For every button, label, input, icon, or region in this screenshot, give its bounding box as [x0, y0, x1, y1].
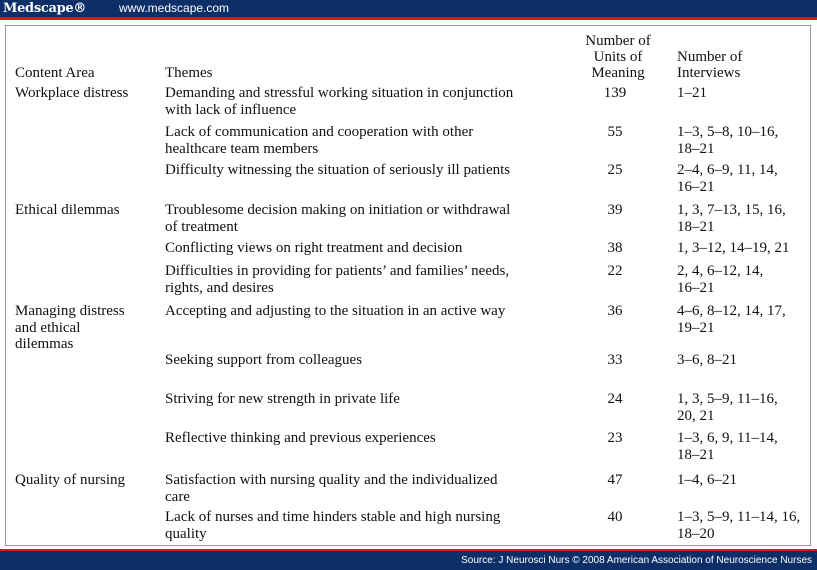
medscape-logo[interactable]: Medscape®	[3, 1, 87, 16]
header-divider	[0, 17, 817, 20]
header-units-line2: Units of	[593, 49, 643, 65]
theme-text: care	[165, 488, 190, 505]
units-count: 23	[607, 430, 623, 446]
units-count: 24	[607, 391, 623, 407]
interviews-range: 3–6, 8–21	[677, 352, 737, 368]
interviews-range: 1, 3, 5–9, 11–16,	[677, 391, 778, 407]
theme-text: Seeking support from colleagues	[165, 352, 363, 368]
units-count: 40	[607, 509, 623, 525]
units-count: 25	[607, 162, 623, 178]
footer-bar	[0, 551, 817, 570]
theme-text: Conflicting views on right treatment and decision	[165, 240, 463, 256]
units-count: 38	[607, 240, 623, 256]
theme-text: Lack of nurses and time hinders stable and high nursing	[165, 509, 501, 525]
theme-text: quality	[165, 525, 207, 542]
interviews-range: 2–4, 6–9, 11, 14,	[677, 162, 778, 178]
theme-text: Troublesome decision making on initiation or withdrawal	[165, 202, 511, 218]
header-themes: Themes	[165, 65, 213, 81]
interviews-range: 1–3, 5–9, 11–14, 16,	[677, 509, 801, 525]
theme-text: Demanding and stressful working situation in conjunction	[165, 85, 514, 101]
interviews-range: 19–21	[677, 319, 715, 336]
source-citation: Source: J Neurosci Nurs © 2008 American Association of Neuroscience Nurses	[461, 555, 812, 566]
content-area-label: Ethical dilemmas	[15, 202, 120, 218]
theme-text: Lack of communication and cooperation with other	[165, 124, 474, 140]
content-area-label: Quality of nursing	[15, 472, 125, 488]
theme-text: healthcare team members	[165, 140, 319, 157]
units-count: 22	[607, 263, 623, 279]
interviews-range: 16–21	[677, 178, 715, 195]
theme-text: Difficulties in providing for patients’ and families’ needs,	[165, 263, 510, 279]
theme-text: Difficulty witnessing the situation of seriously ill patients	[165, 162, 511, 178]
interviews-range: 1, 3–12, 14–19, 21	[677, 240, 790, 256]
header-content-area: Content Area	[15, 65, 95, 81]
units-count: 36	[607, 303, 623, 319]
theme-text: Striving for new strength in private life	[165, 391, 400, 407]
theme-text: Satisfaction with nursing quality and the individualized	[165, 472, 498, 488]
interviews-range: 16–21	[677, 279, 715, 296]
content-area-label: Workplace distress	[15, 85, 129, 101]
interviews-range: 1, 3, 7–13, 15, 16,	[677, 202, 786, 218]
header-units-line1: Number of	[585, 33, 651, 49]
header-units-line3: Meaning	[591, 65, 645, 81]
content-area-label: Managing distress	[15, 303, 125, 319]
interviews-range: 18–21	[677, 218, 715, 235]
theme-text: Accepting and adjusting to the situation in an active way	[165, 303, 506, 319]
units-count: 47	[607, 472, 623, 488]
interviews-range: 20, 21	[677, 407, 715, 424]
interviews-range: 4–6, 8–12, 14, 17,	[677, 303, 786, 319]
interviews-range: 1–3, 5–8, 10–16,	[677, 124, 779, 140]
theme-text: Reflective thinking and previous experiences	[165, 430, 436, 446]
theme-text: rights, and desires	[165, 279, 274, 296]
site-url[interactable]: www.medscape.com	[119, 1, 230, 15]
units-count: 139	[603, 85, 627, 101]
content-area-label: dilemmas	[15, 336, 74, 352]
interviews-range: 18–20	[677, 525, 715, 542]
interviews-range: 18–21	[677, 446, 715, 463]
units-count: 33	[607, 352, 623, 368]
header-interviews-line1: Number of	[677, 49, 743, 65]
header-interviews-line2: Interviews	[677, 65, 741, 81]
content-area-label: and ethical	[15, 319, 81, 336]
interviews-range: 18–21	[677, 140, 715, 157]
interviews-range: 1–4, 6–21	[677, 472, 737, 488]
units-count: 55	[607, 124, 623, 140]
interviews-range: 1–3, 6, 9, 11–14,	[677, 430, 778, 446]
theme-text: of treatment	[165, 218, 238, 235]
header-bar	[0, 0, 817, 17]
theme-text: with lack of influence	[165, 101, 297, 118]
interviews-range: 1–21	[677, 85, 707, 101]
interviews-range: 2, 4, 6–12, 14,	[677, 263, 764, 279]
units-count: 39	[607, 202, 623, 218]
